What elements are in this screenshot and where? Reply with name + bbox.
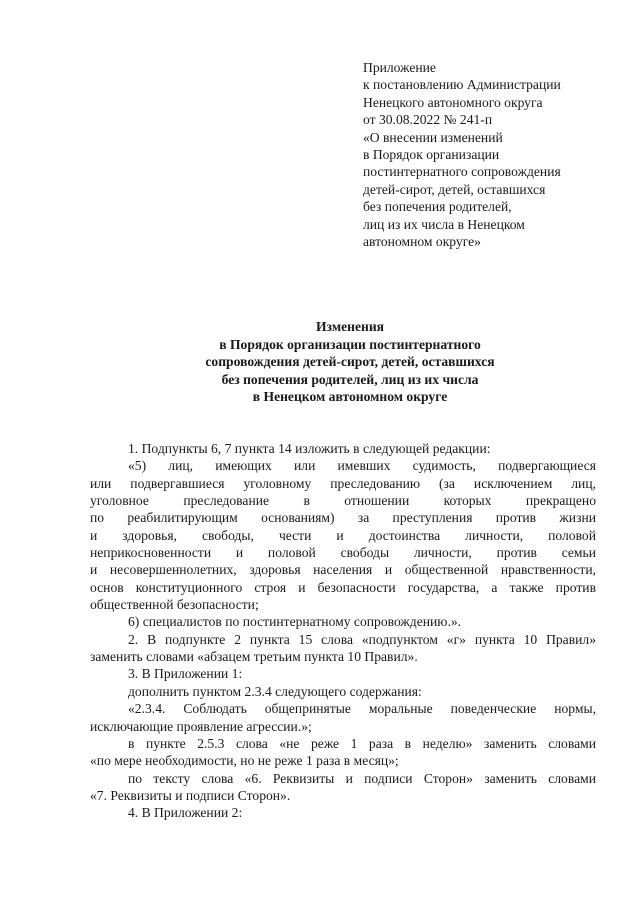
body-line: 6) специалистов по постинтернатному сопровождению.». <box>128 614 462 630</box>
title-line: в Ненецком автономном округе <box>252 389 448 404</box>
appendix-header <box>363 59 623 250</box>
appendix-line: в Порядок организации <box>363 147 500 163</box>
body-line: «7. Реквизиты и подписи Сторон». <box>90 787 291 803</box>
body-line: «2.3.4. Соблюдать общепринятые моральные поведенческие нормы, <box>128 701 596 717</box>
body-line: заменить словами «абзацем третьим пункта 10 Правил». <box>90 649 418 665</box>
body-line: дополнить пунктом 2.3.4 следующего содержания: <box>128 683 422 699</box>
appendix-line: без попечения родителей, <box>363 199 512 215</box>
body-line: по тексту слова «6. Реквизиты и подписи Сторон» заменить словами <box>128 770 596 786</box>
body-line: и несовершеннолетних, здоровья населения и общественной нравственности, <box>90 562 596 578</box>
appendix-line: лиц из их числа в Ненецком <box>363 216 525 232</box>
body-line: неприкосновенности и половой свободы личности, против семьи <box>90 545 596 561</box>
body-line: в пункте 2.5.3 слова «не реже 1 раза в неделю» заменить словами <box>128 735 596 751</box>
body-line: основ конституционного строя и безопасности государства, а также против <box>90 579 596 595</box>
body-line: 2. В подпункте 2 пункта 15 слова «подпунктом «г» пункта 10 Правил» <box>128 631 596 647</box>
body-line: исключающие проявление агрессии.»; <box>90 718 312 734</box>
body-line: общественной безопасности; <box>90 597 259 613</box>
appendix-line: детей-сирот, детей, оставшихся <box>363 181 546 197</box>
appendix-line: от 30.08.2022 № 241-п <box>363 112 493 128</box>
appendix-line: к постановлению Администрации <box>363 77 561 93</box>
body-line: «5) лиц, имеющих или имевших судимость, подвергающиеся <box>128 458 596 474</box>
body-line: по реабилитирующим основаниям) за преступления против жизни <box>90 510 596 526</box>
document-title <box>60 318 640 406</box>
appendix-line: автономном округе» <box>363 234 481 250</box>
body-line: 3. В Приложении 1: <box>128 666 243 682</box>
title-line: в Порядок организации постинтернатного <box>219 336 481 352</box>
appendix-line: «О внесении изменений <box>363 129 503 145</box>
title-line: сопровождения детей-сирот, детей, оставшихся <box>205 354 495 369</box>
body-line: 4. В Приложении 2: <box>128 805 243 821</box>
body-line: уголовное преследование в отношении которых прекращено <box>90 493 596 509</box>
body-line: и здоровья, свободы, чести и достоинства личности, половой <box>90 527 596 543</box>
appendix-line: Приложение <box>363 60 436 75</box>
body-line: «по мере необходимости, но не реже 1 раза в месяц»; <box>90 753 399 769</box>
appendix-line: постинтернатного сопровождения <box>363 164 561 180</box>
title-line: Изменения <box>315 319 385 334</box>
body-line: 1. Подпункты 6, 7 пункта 14 изложить в следующей редакции: <box>128 441 491 456</box>
title-line: без попечения родителей, лиц из их числа <box>221 371 479 387</box>
document-body <box>90 440 596 822</box>
appendix-line: Ненецкого автономного округа <box>363 94 543 110</box>
body-line: или подвергавшиеся уголовному преследованию (за исключением лиц, <box>90 475 596 491</box>
